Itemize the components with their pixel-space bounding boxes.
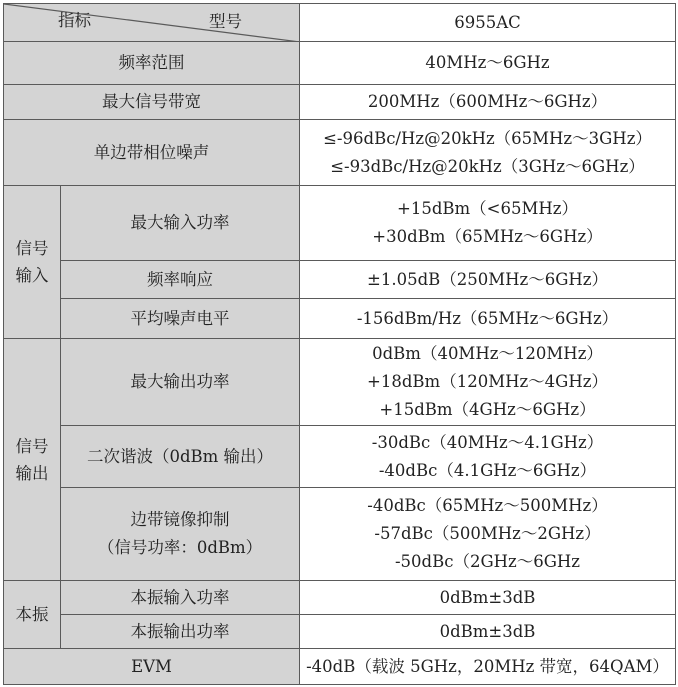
- phase-noise-value-1: ≤-96dBc/Hz@20kHz（65MHz～3GHz）: [323, 128, 652, 148]
- lo-input-power-label: 本振输入功率: [61, 581, 300, 615]
- max-output-power-label: 最大输出功率: [61, 339, 300, 426]
- phase-noise-label: 单边带相位噪声: [4, 120, 300, 186]
- index-label: 指标: [58, 11, 91, 30]
- row-second-harmonic: [4, 426, 676, 488]
- avg-noise-level-value: -156dBm/Hz（65MHz～6GHz）: [300, 299, 676, 339]
- sideband-image-label-line1: 边带镜像抑制: [130, 510, 230, 529]
- max-output-power-value-3: +15dBm（4GHz～6GHz）: [379, 400, 596, 419]
- model-label: 型号: [209, 12, 242, 31]
- row-max-input-power: [4, 186, 676, 261]
- sideband-image-value-3: -50dBc（2GHz～6GHz: [394, 552, 581, 571]
- lo-input-power-value: 0dBm±3dB: [300, 581, 676, 615]
- row-lo-output-power: [4, 615, 676, 649]
- phase-noise-value-2: ≤-93dBc/Hz@20kHz（3GHz～6GHz）: [330, 156, 645, 176]
- spec-table: [3, 3, 676, 685]
- signal-output-group-label: [4, 339, 61, 581]
- sideband-image-value-1: -40dBc（65MHz～500MHz）: [367, 496, 608, 515]
- evm-label: EVM: [4, 649, 300, 685]
- freq-response-value: ±1.05dB（250MHz～6GHz）: [300, 261, 676, 299]
- row-sideband-image: [4, 488, 676, 581]
- avg-noise-level-label: 平均噪声电平: [61, 299, 300, 339]
- second-harmonic-values: [300, 426, 676, 488]
- row-max-output-power: [4, 339, 676, 426]
- max-input-power-values: [300, 186, 676, 261]
- row-phase-noise: [4, 120, 676, 186]
- freq-range-label: 频率范围: [4, 42, 300, 85]
- diagonal-line: [4, 4, 300, 42]
- second-harmonic-value-1: -30dBc（40MHz～4.1GHz）: [371, 432, 604, 452]
- row-freq-range: [4, 42, 676, 85]
- local-osc-group-label: 本振: [4, 581, 61, 649]
- max-input-power-value-1: +15dBm（<65MHz）: [397, 199, 578, 218]
- max-output-power-value-1: 0dBm（40MHz～120MHz）: [372, 344, 603, 363]
- signal-output-label-line1: 信号: [15, 436, 49, 456]
- freq-response-label: 频率响应: [61, 261, 300, 299]
- max-bandwidth-label: 最大信号带宽: [4, 85, 300, 120]
- header-diagonal-cell: [4, 4, 300, 42]
- lo-output-power-label: 本振输出功率: [61, 615, 300, 649]
- sideband-image-label-line2: （信号功率：0dBm）: [97, 538, 263, 557]
- row-avg-noise-level: [4, 299, 676, 339]
- max-input-power-value-2: +30dBm（65MHz～6GHz）: [372, 227, 603, 246]
- signal-output-label-line2: 输出: [15, 463, 49, 483]
- evm-value: -40dB（载波 5GHz，20MHz 带宽，64QAM）: [300, 649, 676, 685]
- sideband-image-value-2: -57dBc（500MHz～2GHz）: [374, 524, 601, 543]
- second-harmonic-value-2: -40dBc（4.1GHz～6GHz）: [378, 460, 597, 480]
- max-output-power-values: [300, 339, 676, 426]
- max-output-power-value-2: +18dBm（120MHz～4GHz）: [367, 372, 608, 391]
- signal-input-label-line2: 输入: [15, 266, 49, 285]
- signal-input-group-label: [4, 186, 61, 339]
- max-bandwidth-value: 200MHz（600MHz～6GHz）: [300, 85, 676, 120]
- max-input-power-label: 最大输入功率: [61, 186, 300, 261]
- freq-range-value: 40MHz～6GHz: [300, 42, 676, 85]
- header-row: [4, 4, 676, 42]
- lo-output-power-value: 0dBm±3dB: [300, 615, 676, 649]
- row-lo-input-power: [4, 581, 676, 615]
- row-evm: [4, 649, 676, 685]
- signal-input-label-line1: 信号: [15, 239, 49, 258]
- second-harmonic-label: 二次谐波（0dBm 输出）: [61, 426, 300, 488]
- model-value: 6955AC: [300, 4, 676, 42]
- phase-noise-values: [300, 120, 676, 186]
- row-freq-response: [4, 261, 676, 299]
- sideband-image-values: [300, 488, 676, 581]
- sideband-image-label: [61, 488, 300, 581]
- row-max-bandwidth: [4, 85, 676, 120]
